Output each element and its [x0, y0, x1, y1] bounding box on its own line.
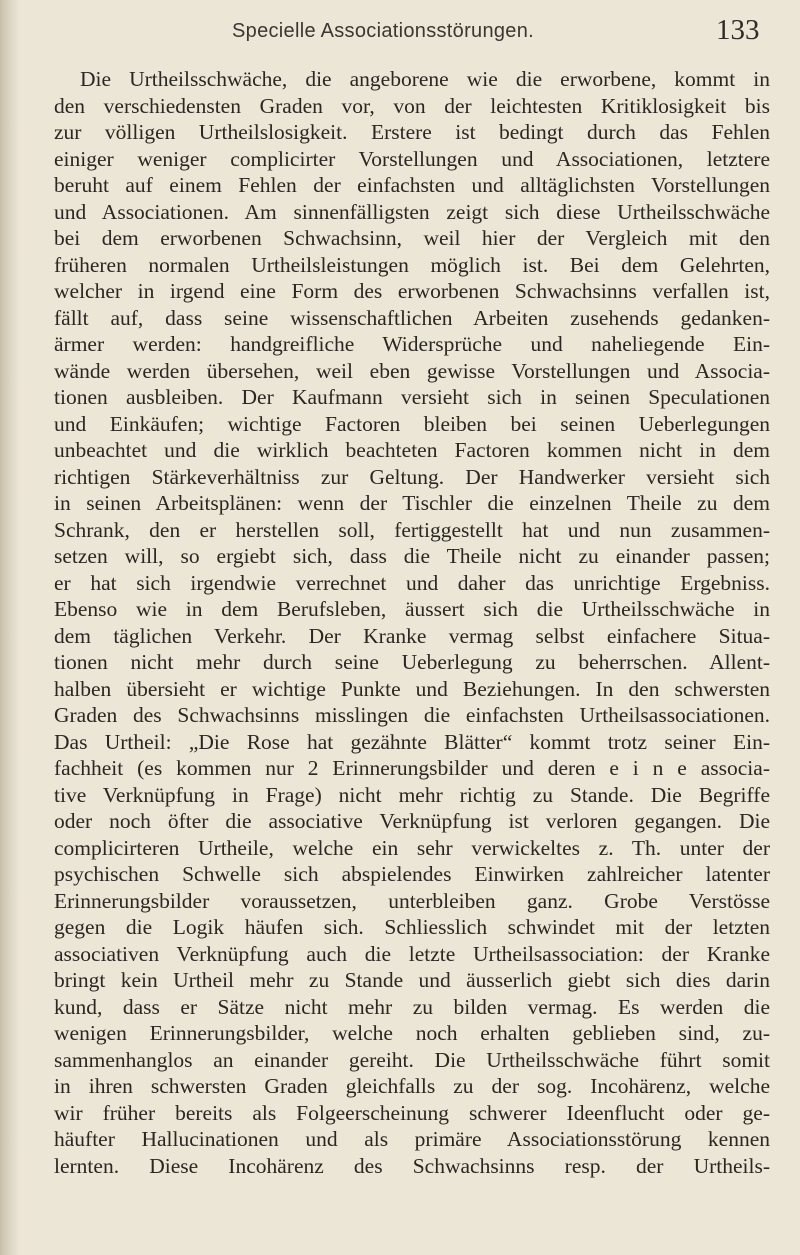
text-line: halben übersieht er wichtige Punkte und Beziehungen. In den schwersten	[54, 676, 770, 701]
page-number: 133	[716, 14, 760, 46]
text-line: wenigen Erinnerungsbilder, welche noch erhalten geblieben sind, zu-	[54, 1021, 770, 1045]
text-line: oder noch öfter die associative Verknüpfung ist verloren gegangen. Die	[54, 809, 770, 833]
text-line: einiger weniger complicirter Vorstellungen und Associationen, letztere	[54, 146, 770, 171]
text-line: Die Urtheilsschwäche, die angeborene wie die erworbene, kommt in	[80, 67, 770, 91]
text-line: associativen Verknüpfung auch die letzte Urtheilsassociation: der Kranke	[54, 941, 770, 966]
text-line: welcher in irgend eine Form des erworbenen Schwachsinns verfallen ist,	[54, 279, 770, 303]
body-paragraph	[54, 66, 770, 1179]
text-line: Ebenso wie in dem Berufsleben, äussert sich die Urtheilsschwäche in	[54, 597, 770, 621]
text-line: den verschiedensten Graden vor, von der leichtesten Kritiklosigkeit bis	[54, 93, 770, 118]
page-gutter-shadow	[0, 0, 20, 1255]
text-line: setzen will, so ergiebt sich, dass die Theile nicht zu einander passen;	[54, 544, 770, 568]
text-line: zur völligen Urtheilslosigkeit. Erstere ist bedingt durch das Fehlen	[54, 120, 770, 144]
text-line: tionen ausbleiben. Der Kaufmann versieht sich in seinen Speculationen	[54, 385, 770, 409]
text-line: fällt auf, dass seine wissenschaftlichen Arbeiten zusehends gedanken-	[54, 305, 770, 330]
text-line: Erinnerungsbilder voraussetzen, unterbleiben ganz. Grobe Verstösse	[54, 888, 770, 913]
text-line: in ihren schwersten Graden gleichfalls zu der sog. Incohärenz, welche	[54, 1074, 770, 1098]
text-line: richtigen Stärkeverhältniss zur Geltung. Der Handwerker versieht sich	[54, 464, 770, 489]
text-line: dem täglichen Verkehr. Der Kranke vermag selbst einfachere Situa-	[54, 623, 770, 648]
text-line: er hat sich irgendwie verrechnet und daher das unrichtige Ergebniss.	[54, 570, 770, 595]
text-line: Das Urtheil: „Die Rose hat gezähnte Blätter“ kommt trotz seiner Ein-	[54, 729, 770, 754]
text-line: unbeachtet und die wirklich beachteten Factoren kommen nicht in dem	[54, 438, 770, 462]
text-line: psychischen Schwelle sich abspielendes Einwirken zahlreicher latenter	[54, 862, 770, 886]
text-line: complicirteren Urtheile, welche ein sehr verwickeltes z. Th. unter der	[54, 835, 770, 860]
text-line: bei dem erworbenen Schwachsinn, weil hier der Vergleich mit den	[54, 226, 770, 250]
text-line: Schrank, den er herstellen soll, fertiggestellt hat und nun zusammen-	[54, 517, 770, 542]
text-line: wir früher bereits als Folgeerscheinung schwerer Ideenflucht oder ge-	[54, 1100, 770, 1125]
text-line: bringt kein Urtheil mehr zu Stande und äusserlich giebt sich dies darin	[54, 968, 770, 992]
text-line: ärmer werden: handgreifliche Widersprüche und naheliegende Ein-	[54, 332, 770, 356]
text-line: gegen die Logik häufen sich. Schliesslich schwindet mit der letzten	[54, 915, 770, 939]
text-line: beruht auf einem Fehlen der einfachsten und alltäglichsten Vorstellungen	[54, 173, 770, 197]
text-line: tionen nicht mehr durch seine Ueberlegung zu beherrschen. Allent-	[54, 650, 770, 674]
text-line: fachheit (es kommen nur 2 Erinnerungsbilder und deren e i n e associa-	[54, 756, 770, 780]
running-title: Specielle Associationsstörungen.	[232, 20, 535, 42]
text-line: tive Verknüpfung in Frage) nicht mehr richtig zu Stande. Die Begriffe	[54, 782, 770, 807]
text-line: häufter Hallucinationen und als primäre Associationsstörung kennen	[54, 1127, 770, 1151]
text-line: in seinen Arbeitsplänen: wenn der Tischler die einzelnen Theile zu dem	[54, 491, 770, 515]
text-line: sammenhanglos an einander gereiht. Die Urtheilsschwäche führt somit	[54, 1047, 770, 1072]
running-head	[0, 14, 800, 54]
text-line: und Associationen. Am sinnenfälligsten zeigt sich diese Urtheilsschwäche	[54, 199, 770, 224]
text-line: Graden des Schwachsinns misslingen die einfachsten Urtheilsassociationen.	[54, 703, 770, 727]
text-line: kund, dass er Sätze nicht mehr zu bilden vermag. Es werden die	[54, 994, 770, 1019]
text-line: und Einkäufen; wichtige Factoren bleiben bei seinen Ueberlegungen	[54, 411, 770, 436]
text-line: früheren normalen Urtheilsleistungen möglich ist. Bei dem Gelehrten,	[54, 252, 770, 277]
text-line: lernten. Diese Incohärenz des Schwachsinns resp. der Urtheils-	[54, 1153, 770, 1178]
text-line: wände werden übersehen, weil eben gewisse Vorstellungen und Associa-	[54, 358, 770, 383]
